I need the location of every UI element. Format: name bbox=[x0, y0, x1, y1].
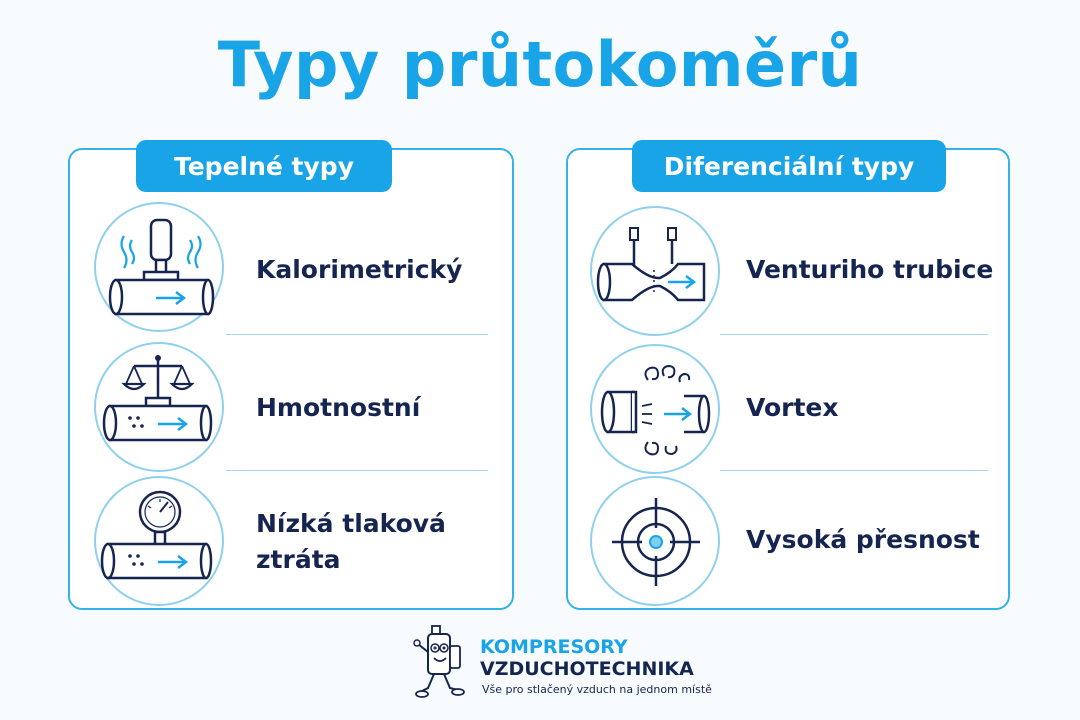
brand-name-line2: VZDUCHOTECHNIKA bbox=[480, 658, 694, 680]
divider bbox=[226, 470, 488, 471]
item-label-calorimetric: Kalorimetrický bbox=[256, 255, 463, 284]
panel-heading-differential: Diferenciální typy bbox=[632, 140, 946, 192]
panel-thermal-types bbox=[68, 148, 514, 610]
divider bbox=[720, 334, 988, 335]
vortex-icon bbox=[590, 344, 720, 474]
item-label-high-precision: Vysoká přesnost bbox=[746, 525, 980, 554]
item-label-low-pressure-drop: Nízká tlaková ztráta bbox=[256, 509, 446, 574]
divider bbox=[720, 470, 988, 471]
thermal-pipe-icon bbox=[94, 202, 224, 332]
item-label-venturi: Venturiho trubice bbox=[746, 255, 994, 284]
item-label-vortex: Vortex bbox=[746, 393, 839, 422]
page-title: Typy průtokoměrů bbox=[217, 28, 863, 101]
venturi-tube-icon bbox=[590, 206, 720, 336]
compressor-mascot-logo bbox=[412, 622, 476, 702]
target-icon bbox=[590, 476, 720, 606]
panel-differential-types bbox=[566, 148, 1010, 610]
scale-pipe-icon bbox=[94, 342, 224, 472]
brand-name-line1: KOMPRESORY bbox=[480, 636, 628, 658]
panel-heading-thermal: Tepelné typy bbox=[136, 140, 392, 192]
brand-tagline: Vše pro stlačený vzduch na jednom místě bbox=[482, 683, 712, 696]
pressure-gauge-pipe-icon bbox=[94, 476, 224, 606]
divider bbox=[226, 334, 488, 335]
item-label-mass: Hmotnostní bbox=[256, 393, 421, 422]
